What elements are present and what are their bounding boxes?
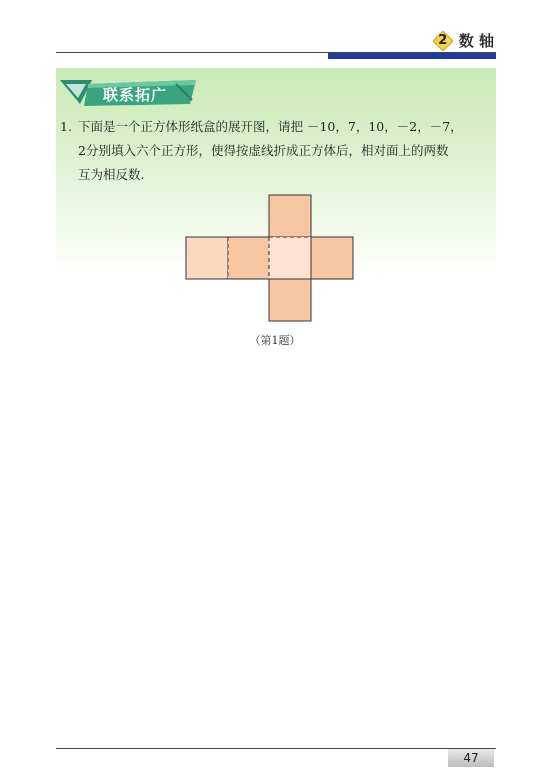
figure-caption: （第1题）	[249, 334, 301, 347]
section-title: 联系拓广	[103, 86, 168, 104]
page-number: 47	[448, 749, 494, 767]
chapter-title: 数 轴	[458, 32, 494, 50]
net-square-top	[269, 195, 311, 237]
header-accent-bar	[328, 53, 496, 59]
chapter-number: 2	[438, 33, 448, 48]
chapter-number-badge	[433, 31, 453, 51]
problem-line-1: 下面是一个正方体形纸盒的展开图，请把 －10，7，10，－2，－7，	[78, 119, 463, 134]
problem-line-2: 2分别填入六个正方形，使得按虚线折成正方体后，相对面上的两数	[78, 143, 449, 158]
chapter-header	[433, 30, 494, 51]
net-square-right	[311, 237, 353, 279]
net-square-bottom	[269, 279, 311, 321]
problem-number: 1.	[60, 119, 72, 134]
net-square-center	[269, 237, 311, 279]
net-square-middle-left	[228, 237, 269, 279]
net-square-left	[186, 237, 228, 279]
problem-line-3: 互为相反数.	[78, 167, 145, 182]
cube-net-figure	[185, 194, 355, 322]
footer-divider	[56, 748, 496, 749]
problem-text	[60, 115, 492, 187]
